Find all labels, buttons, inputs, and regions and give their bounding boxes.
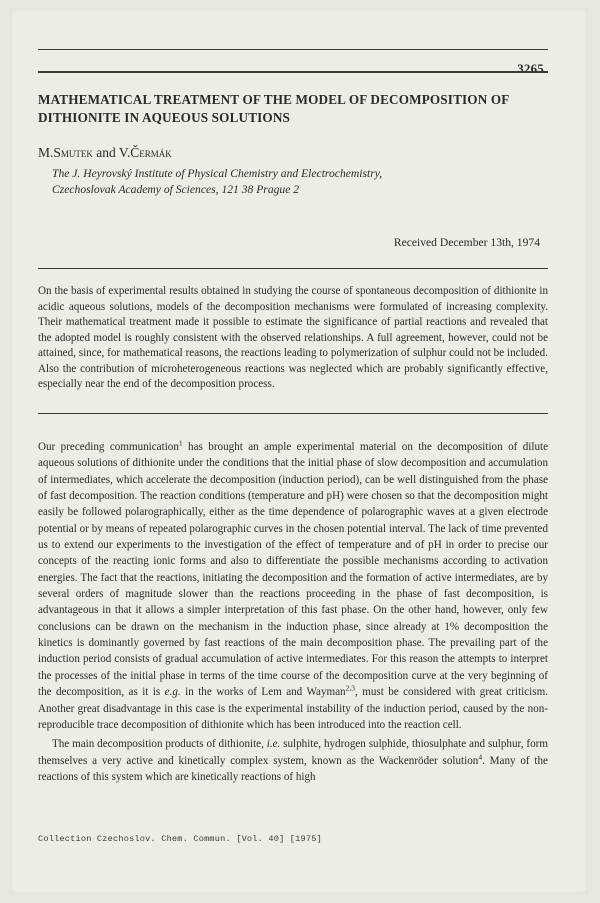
author-2-surname: Čermák [130, 145, 172, 160]
abstract-rule-top [38, 268, 548, 269]
received-date: Received December 13th, 1974 [393, 236, 540, 249]
abstract-rule-bottom [38, 413, 548, 414]
reference-4: 4 [478, 751, 483, 761]
author-2-initial: V. [118, 145, 131, 160]
reference-1: 1 [178, 438, 183, 448]
affiliation-line-2: Czechoslovak Academy of Sciences, 121 38 Prague 2 [52, 183, 300, 196]
authors-conjunction: and [92, 145, 119, 160]
article-body [38, 439, 548, 785]
affiliation-line-1: The J. Heyrovský Institute of Physical Chemistry and Electrochemistry, [52, 167, 383, 180]
header-rule-top [38, 49, 548, 50]
author-1-initial: M. [38, 145, 54, 160]
paper-page [10, 8, 588, 894]
affiliation [52, 166, 552, 198]
author-1-surname: Smutek [53, 145, 93, 160]
body-paragraph-1: Our preceding communication$^1$ has brought an ample experimental material on the decomposition of dilute aqueous solutions of dithionite under the conditions that the initial phase of slow decomposition and accumulation of intermediates, which accelerate the decomposition (induction period), can be well distinguished from the phase of fast decomposition. The reaction conditions (temperature and pH) were chosen so that the decomposition might easily be followed polarographically, either as the time dependence of polarographic waves at a given electrode potential or by means of repeated polarographic curves in the chosen potential interval. The lack of time prevented us to extend our experiments to the investigation of the effect of temperature and of pH in order to precise our concepts of the reacting ionic forms and also to differentiate the possible mechanisms according to activation energies. The fact that the reactions, initiating the decomposition and the formation of active intermediates, are by several orders of magnitude slower than the reactions proceeding in the phase of fast decomposition, is advantageous in that it allows a simpler interpretation of this fast phase. On the other hand, however, only few conclusions can be drawn on the mechanism in the induction phase, since already at 1% decomposition the kinetics is dominantly governed by fast reactions of the main decomposition phase. The prevailing part of the induction period consists of gradual accumulation of active intermediates. For this reason the attempts to interpret the processes of the initial phase in terms of the time course of the decomposition curve at the very beginning of the decomposition, as it is e.g. in the works of Lem and Wayman$^{2,3}$, must be considered with great criticism. Another great disadvantage in this case is the experimental instability of the induction period, caused by the non-reproducible trace decomposition of dithionite which has been introduced into the reaction cell. [38, 438, 549, 731]
reference-2-3: 2,3 [345, 683, 355, 693]
body-paragraph-2: The main decomposition products of dithionite, i.e. sulphite, hydrogen sulphide, thiosulphate and sulphur, form themselves a very active and kinetically complex system, known as the Wackenröder solution$^4$. Many of the reactions of this system which are kinetically reactions of high [38, 738, 548, 783]
journal-footer: Collection Czechoslov. Chem. Commun. [Vol. 40] [1975] [38, 834, 322, 844]
page-number: 3265 [517, 61, 544, 76]
article-title: MATHEMATICAL TREATMENT OF THE MODEL OF DECOMPOSITION OF DITHIONITE IN AQUEOUS SOLUTIONS [38, 92, 509, 125]
header-rule-bottom [38, 71, 548, 73]
authors [38, 145, 172, 161]
abstract: On the basis of experimental results obtained in studying the course of spontaneous decomposition of dithionite in acidic aqueous solutions, models of the decomposition mechanisms were formulated of increasing complexity. Their mathematical treatment made it possible to estimate the significance of partial reactions and revealed that the adopted model is roughly consistent with the observed relationships. A full agreement, however, could not be attained, since, for mathematical reasons, the reactions leading to polymerization of sulphur could not be included. Also the contribution of microheterogeneous reactions was neglected which are probably significantly effective, especially near the end of the decomposition process. [38, 285, 548, 391]
